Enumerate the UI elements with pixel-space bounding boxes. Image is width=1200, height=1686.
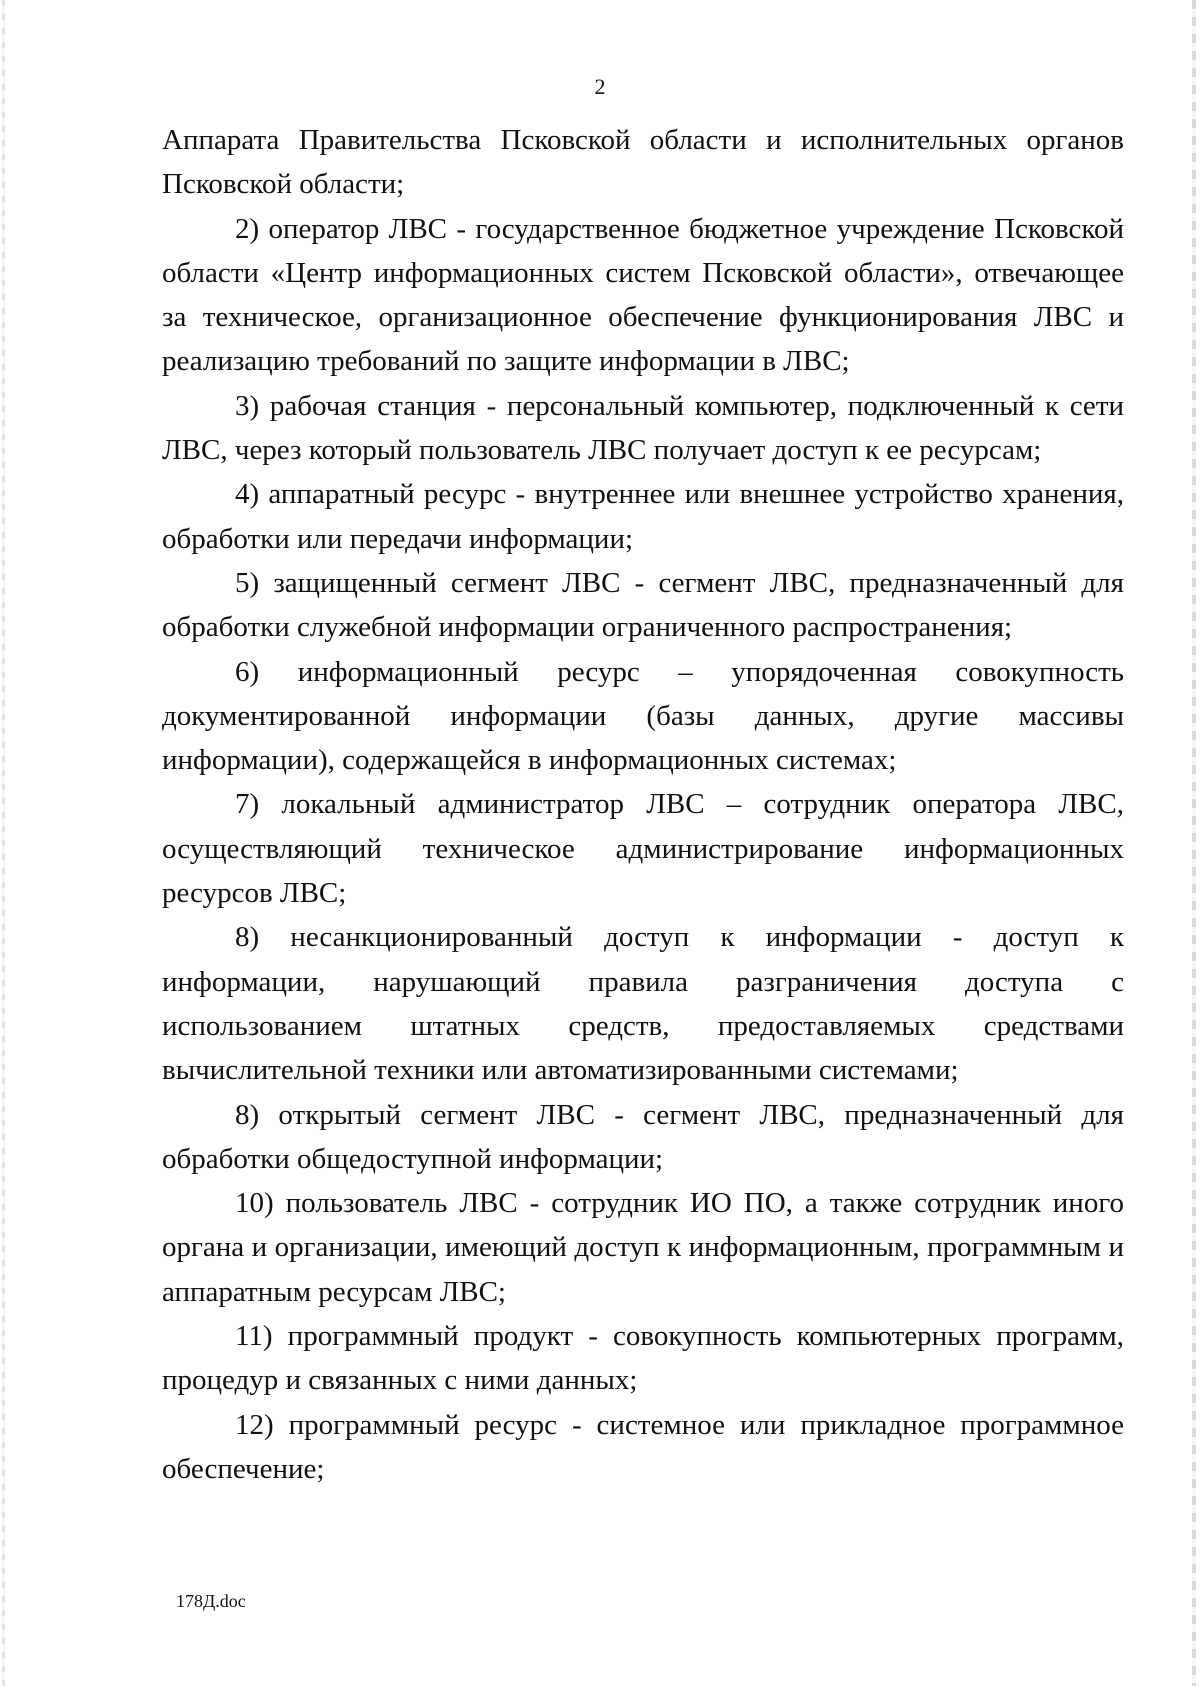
paragraph-item-8a: 8) несанкционированный доступ к информации - доступ к информации, нарушающий правила разграничения доступа с использованием штатных средств, предоставляемых средствами вычислительной техники или автоматизированными системами; (162, 921, 1124, 1087)
paragraph-item-3: 3) рабочая станция - персональный компьютер, подключенный к сети ЛВС, через который пользователь ЛВС получает доступ к ее ресурсам; (162, 389, 1124, 467)
paragraph-item-12: 12) программный ресурс - системное или прикладное программное обеспечение; (162, 1408, 1124, 1485)
scan-edge-right (1192, 0, 1196, 1686)
page-number: 2 (594, 74, 606, 99)
paragraph-item-8b: 8) открытый сегмент ЛВС - сегмент ЛВС, предназначенный для обработки общедоступной информации; (162, 1098, 1124, 1175)
scan-edge-left (2, 0, 5, 1686)
paragraph-item-7: 7) локальный администратор ЛВС – сотрудник оператора ЛВС, осуществляющий техническое администрирование информационных ресурсов ЛВС; (162, 788, 1124, 910)
paragraph-item-11: 11) программный продукт - совокупность компьютерных программ, процедур и связанных с ними данных; (162, 1320, 1124, 1397)
paragraph-item-10: 10) пользователь ЛВС - сотрудник ИО ПО, а также сотрудник иного органа и организации, имеющий доступ к информационным, программным и аппаратным ресурсам ЛВС; (162, 1187, 1124, 1308)
paragraph-item-5: 5) защищенный сегмент ЛВС - сегмент ЛВС, предназначенный для обработки служебной информации ограниченного распространения; (162, 566, 1124, 644)
footer-filename: 178Д.doc (176, 1591, 246, 1611)
document-body (162, 118, 1124, 1491)
paragraph-item-4: 4) аппаратный ресурс - внутреннее или внешнее устройство хранения, обработки или передачи информации; (162, 478, 1124, 555)
paragraph-continuation: Аппарата Правительства Псковской области и исполнительных органов Псковской области; (162, 124, 1124, 201)
paragraph-item-6: 6) информационный ресурс – упорядоченная совокупность документированной информации (базы данных, другие массивы информации), содержащейся в информационных системах; (162, 655, 1124, 777)
paragraph-item-2: 2) оператор ЛВС - государственное бюджетное учреждение Псковской области «Центр информационных систем Псковской области», отвечающее за техническое, организационное обеспечение функционирования ЛВС и реализацию требований по защите информации в ЛВС; (162, 212, 1124, 378)
